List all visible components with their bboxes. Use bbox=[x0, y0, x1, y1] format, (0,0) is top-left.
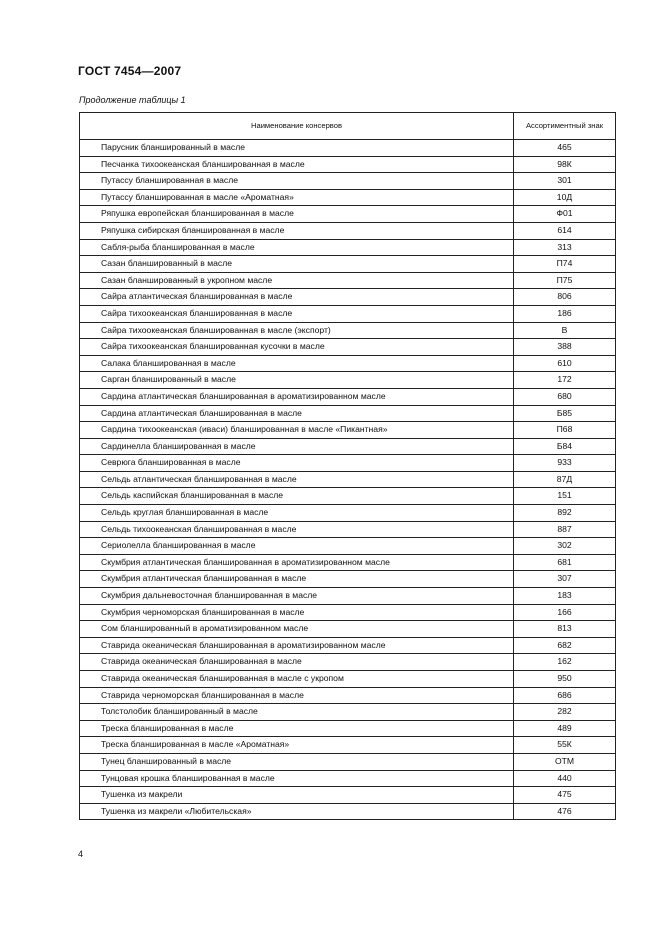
table-row bbox=[80, 787, 616, 804]
product-name-cell: Ставрида океаническая бланшированная в масле с укропом bbox=[80, 671, 514, 688]
assortment-code-cell: В bbox=[514, 322, 616, 339]
product-name-cell: Сельдь атлантическая бланшированная в масле bbox=[80, 471, 514, 488]
product-name-cell: Сардина атлантическая бланшированная в масле bbox=[80, 405, 514, 422]
assortment-code-cell: П68 bbox=[514, 422, 616, 439]
product-name-cell: Сазан бланшированный в масле bbox=[80, 256, 514, 273]
assortment-code-cell: 183 bbox=[514, 588, 616, 605]
products-table bbox=[79, 112, 616, 820]
table-row bbox=[80, 621, 616, 638]
table-row bbox=[80, 720, 616, 737]
assortment-code-cell: 887 bbox=[514, 521, 616, 538]
assortment-code-cell: 489 bbox=[514, 720, 616, 737]
assortment-code-cell: 313 bbox=[514, 239, 616, 256]
assortment-code-cell: 301 bbox=[514, 173, 616, 190]
table-row bbox=[80, 239, 616, 256]
product-name-cell: Скумбрия черноморская бланшированная в масле bbox=[80, 604, 514, 621]
assortment-code-cell: Ф01 bbox=[514, 206, 616, 223]
product-name-cell: Сардина тихоокеанская (иваси) бланшированная в масле «Пикантная» bbox=[80, 422, 514, 439]
assortment-code-cell: 686 bbox=[514, 687, 616, 704]
table-row bbox=[80, 671, 616, 688]
product-name-cell: Тунец бланшированный в масле bbox=[80, 753, 514, 770]
assortment-code-cell: 681 bbox=[514, 554, 616, 571]
product-name-cell: Песчанка тихоокеанская бланшированная в масле bbox=[80, 156, 514, 173]
assortment-code-cell: 162 bbox=[514, 654, 616, 671]
table-body bbox=[80, 140, 616, 820]
table-row bbox=[80, 289, 616, 306]
table-caption: Продолжение таблицы 1 bbox=[79, 95, 186, 105]
product-name-cell: Сайра тихоокеанская бланшированная в масле (экспорт) bbox=[80, 322, 514, 339]
assortment-code-cell: 440 bbox=[514, 770, 616, 787]
table-row bbox=[80, 206, 616, 223]
assortment-code-cell: 166 bbox=[514, 604, 616, 621]
assortment-code-cell: 680 bbox=[514, 388, 616, 405]
table-row bbox=[80, 422, 616, 439]
table-row bbox=[80, 687, 616, 704]
table-row bbox=[80, 554, 616, 571]
table-row bbox=[80, 637, 616, 654]
assortment-code-cell: 55К bbox=[514, 737, 616, 754]
assortment-code-cell: 87Д bbox=[514, 471, 616, 488]
product-name-cell: Сардина атлантическая бланшированная в ароматизированном масле bbox=[80, 388, 514, 405]
product-name-cell: Сайра тихоокеанская бланшированная в масле bbox=[80, 305, 514, 322]
product-name-cell: Сайра атлантическая бланшированная в масле bbox=[80, 289, 514, 306]
assortment-code-cell: Б85 bbox=[514, 405, 616, 422]
column-header-code: Ассортиментный знак bbox=[514, 113, 616, 140]
assortment-code-cell: 813 bbox=[514, 621, 616, 638]
assortment-code-cell: 307 bbox=[514, 571, 616, 588]
table-row bbox=[80, 173, 616, 190]
column-header-name: Наименование консервов bbox=[80, 113, 514, 140]
product-name-cell: Тушенка из макрели «Любительская» bbox=[80, 803, 514, 820]
table-row bbox=[80, 455, 616, 472]
product-name-cell: Путассу бланшированная в масле «Ароматная» bbox=[80, 189, 514, 206]
table-row bbox=[80, 704, 616, 721]
assortment-code-cell: 892 bbox=[514, 505, 616, 522]
assortment-code-cell: 465 bbox=[514, 140, 616, 157]
table-row bbox=[80, 753, 616, 770]
product-name-cell: Ставрида океаническая бланшированная в масле bbox=[80, 654, 514, 671]
product-name-cell: Ставрида черноморская бланшированная в масле bbox=[80, 687, 514, 704]
product-name-cell: Скумбрия дальневосточная бланшированная в масле bbox=[80, 588, 514, 605]
assortment-code-cell: 388 bbox=[514, 339, 616, 356]
table-row bbox=[80, 339, 616, 356]
product-name-cell: Тушенка из макрели bbox=[80, 787, 514, 804]
table-row bbox=[80, 322, 616, 339]
table-header-row bbox=[80, 113, 616, 140]
product-name-cell: Тунцовая крошка бланшированная в масле bbox=[80, 770, 514, 787]
table-row bbox=[80, 305, 616, 322]
product-name-cell: Салака бланшированная в масле bbox=[80, 355, 514, 372]
assortment-code-cell: 610 bbox=[514, 355, 616, 372]
table-row bbox=[80, 405, 616, 422]
table-row bbox=[80, 222, 616, 239]
table-row bbox=[80, 803, 616, 820]
table-row bbox=[80, 654, 616, 671]
assortment-code-cell: 151 bbox=[514, 488, 616, 505]
table-row bbox=[80, 770, 616, 787]
product-name-cell: Сериолелла бланшированная в масле bbox=[80, 538, 514, 555]
table-row bbox=[80, 588, 616, 605]
product-name-cell: Треска бланшированная в масле bbox=[80, 720, 514, 737]
assortment-code-cell: П74 bbox=[514, 256, 616, 273]
product-name-cell: Севрюга бланшированная в масле bbox=[80, 455, 514, 472]
assortment-code-cell: П75 bbox=[514, 272, 616, 289]
product-name-cell: Ряпушка европейская бланшированная в масле bbox=[80, 206, 514, 223]
table-row bbox=[80, 372, 616, 389]
assortment-code-cell: 933 bbox=[514, 455, 616, 472]
table-row bbox=[80, 737, 616, 754]
product-name-cell: Ряпушка сибирская бланшированная в масле bbox=[80, 222, 514, 239]
table-row bbox=[80, 604, 616, 621]
assortment-code-cell: Б84 bbox=[514, 438, 616, 455]
table-row bbox=[80, 256, 616, 273]
table-row bbox=[80, 505, 616, 522]
assortment-code-cell: ОТМ bbox=[514, 753, 616, 770]
assortment-code-cell: 98К bbox=[514, 156, 616, 173]
product-name-cell: Ставрида океаническая бланшированная в ароматизированном масле bbox=[80, 637, 514, 654]
assortment-code-cell: 302 bbox=[514, 538, 616, 555]
product-name-cell: Сайра тихоокеанская бланшированная кусочки в масле bbox=[80, 339, 514, 356]
product-name-cell: Сардинелла бланшированная в масле bbox=[80, 438, 514, 455]
table-row bbox=[80, 571, 616, 588]
product-name-cell: Путассу бланшированная в масле bbox=[80, 173, 514, 190]
assortment-code-cell: 475 bbox=[514, 787, 616, 804]
product-name-cell: Треска бланшированная в масле «Ароматная» bbox=[80, 737, 514, 754]
assortment-code-cell: 10Д bbox=[514, 189, 616, 206]
assortment-code-cell: 950 bbox=[514, 671, 616, 688]
table-row bbox=[80, 272, 616, 289]
table-row bbox=[80, 388, 616, 405]
table-row bbox=[80, 471, 616, 488]
table-row bbox=[80, 538, 616, 555]
table-row bbox=[80, 488, 616, 505]
product-name-cell: Сельдь тихоокеанская бланшированная в масле bbox=[80, 521, 514, 538]
assortment-code-cell: 282 bbox=[514, 704, 616, 721]
table-row bbox=[80, 140, 616, 157]
product-name-cell: Толстолобик бланшированный в масле bbox=[80, 704, 514, 721]
page-number: 4 bbox=[78, 849, 84, 859]
table-row bbox=[80, 156, 616, 173]
assortment-code-cell: 186 bbox=[514, 305, 616, 322]
document-standard-title: ГОСТ 7454—2007 bbox=[78, 64, 182, 78]
product-name-cell: Сарган бланшированный в масле bbox=[80, 372, 514, 389]
product-name-cell: Сельдь каспийская бланшированная в масле bbox=[80, 488, 514, 505]
product-name-cell: Сельдь круглая бланшированная в масле bbox=[80, 505, 514, 522]
product-name-cell: Сазан бланшированный в укропном масле bbox=[80, 272, 514, 289]
assortment-code-cell: 614 bbox=[514, 222, 616, 239]
product-name-cell: Парусник бланшированный в масле bbox=[80, 140, 514, 157]
product-name-cell: Скумбрия атлантическая бланшированная в масле bbox=[80, 571, 514, 588]
product-name-cell: Сабля-рыба бланшированная в масле bbox=[80, 239, 514, 256]
table-row bbox=[80, 521, 616, 538]
assortment-code-cell: 806 bbox=[514, 289, 616, 306]
table-row bbox=[80, 438, 616, 455]
product-name-cell: Скумбрия атлантическая бланшированная в ароматизированном масле bbox=[80, 554, 514, 571]
assortment-code-cell: 172 bbox=[514, 372, 616, 389]
product-name-cell: Сом бланшированный в ароматизированном масле bbox=[80, 621, 514, 638]
assortment-code-cell: 682 bbox=[514, 637, 616, 654]
table-row bbox=[80, 189, 616, 206]
table-row bbox=[80, 355, 616, 372]
assortment-code-cell: 476 bbox=[514, 803, 616, 820]
